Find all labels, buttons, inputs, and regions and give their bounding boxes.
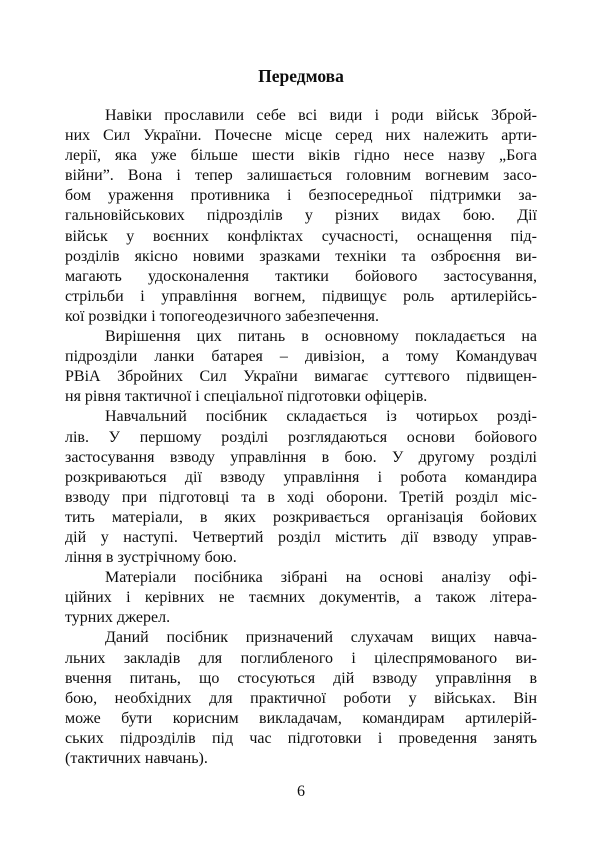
text-line: тить матеріали, в яких розкривається організація бойових: [65, 508, 537, 526]
text-line: магають удосконалення тактики бойового застосування,: [65, 267, 537, 285]
text-line: військ у воєнних конфліктах сучасності, оснащення під-: [65, 227, 537, 245]
text-line: застосування взводу управління в бою. У другому розділі: [65, 448, 537, 466]
page-number: 6: [297, 783, 305, 801]
page-title: Передмова: [258, 66, 344, 86]
text-line: Даний посібник призначений слухачам вищих навча-: [105, 629, 537, 647]
text-line: турних джерел.: [65, 609, 171, 627]
text-line: Вирішення цих питань в основному покладається на: [105, 328, 537, 346]
text-line: дій у наступі. Четвертий розділ містить дії взводу управ-: [65, 528, 537, 546]
text-line: лів. У першому розділі розглядаються основи бойового: [65, 428, 537, 446]
text-line: Матеріали посібника зібрані на основі аналізу офі-: [105, 569, 537, 587]
page-body: [65, 106, 537, 769]
text-line: бом ураження противника і безпосередньої підтримки за-: [65, 187, 537, 205]
paragraph: [65, 568, 537, 628]
paragraph: [65, 407, 537, 568]
paragraph: [65, 106, 537, 327]
text-line: бою, необхідних для практичної роботи у військах. Він: [65, 689, 537, 707]
text-line: стрільби і управління вогнем, підвищує роль артилерійсь-: [65, 287, 537, 305]
text-line: підрозділи ланки батарея – дивізіон, а тому Командувач: [65, 348, 537, 366]
paragraph: [65, 327, 537, 407]
text-line: може бути корисним викладачам, командирам артилерій-: [65, 709, 537, 727]
text-line: гальновійськових підрозділів у різних видах бою. Дії: [65, 207, 537, 225]
text-line: ня рівня тактичної і спеціальної підготовки офіцерів.: [65, 388, 428, 406]
text-line: них Сил України. Почесне місце серед них належить арти-: [65, 127, 537, 145]
text-line: розділів якісно новими зразками техніки та озброєння ви-: [65, 247, 537, 265]
text-line: Навіки прославили себе всі види і роди військ Зброй-: [105, 107, 537, 124]
text-line: розкриваються дії взводу управління і робота командира: [65, 468, 537, 486]
text-line: вчення питань, що стосуються дій взводу управління в: [65, 669, 537, 687]
text-line: Навчальний посібник складається із чотирьох розді-: [105, 408, 537, 426]
text-line: льних закладів для поглибленого і цілеспрямованого ви-: [65, 649, 537, 667]
text-line: кої розвідки і топогеодезичного забезпечення.: [65, 307, 379, 325]
text-line: ційних і керівних не таємних документів, а також літера-: [65, 589, 537, 607]
text-line: ських підрозділів під час підготовки і проведення занять: [65, 729, 537, 747]
text-line: ління в зустрічному бою.: [65, 549, 237, 567]
text-line: взводу при підготовці та в ході оборони. Третій розділ міс-: [65, 488, 537, 506]
text-line: лерії, яка уже більше шести віків гідно несе назву „Бога: [65, 147, 537, 165]
text-line: війни”. Вона і тепер залишається головним вогневим засо-: [65, 167, 537, 185]
text-line: РВіА Збройних Сил України вимагає суттєвого підвищен-: [65, 368, 537, 386]
paragraph: [65, 628, 537, 769]
text-line: (тактичних навчань).: [65, 750, 208, 767]
